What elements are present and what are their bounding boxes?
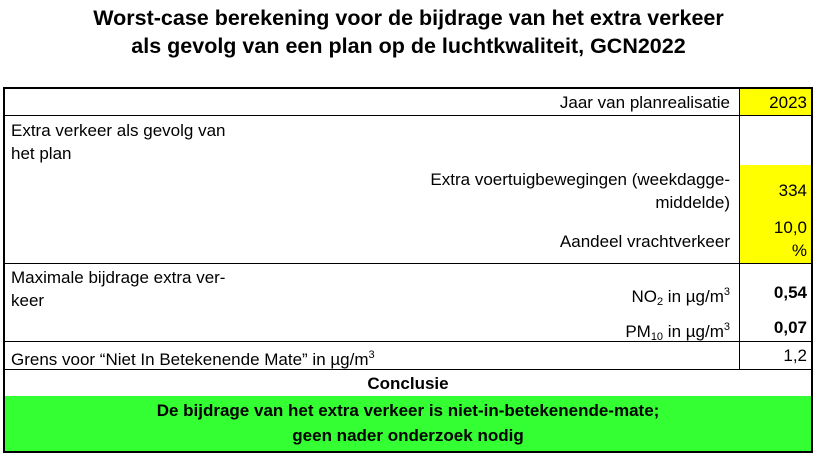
pm10-value: 0,07 bbox=[773, 318, 807, 337]
aandeel-value: 10,0 % bbox=[740, 215, 811, 263]
row-divider-4 bbox=[5, 369, 811, 370]
conclusie-box bbox=[5, 396, 811, 451]
calculation-table bbox=[3, 87, 813, 453]
title-line-2: als gevolg van een plan op de luchtkwaliteit, GCN2022 bbox=[131, 34, 686, 58]
row-divider-2 bbox=[5, 263, 811, 264]
conclusie-line-1: De bijdrage van het extra verkeer is niet-in-betekenende-mate; bbox=[156, 401, 660, 420]
grens-label: Grens voor “Niet In Betekenende Mate” in $\mu g/m^3$ bbox=[11, 349, 375, 369]
max-bijdrage-label: Maximale bijdrage extra ver- keer bbox=[11, 268, 226, 310]
no2-value: 0,54 bbox=[773, 283, 807, 302]
no2-label: $NO_2$ in $\mu g/m^3$ bbox=[631, 286, 730, 308]
row-divider-3 bbox=[5, 341, 811, 342]
title-line-1: Worst-case berekening voor de bijdrage van het extra verkeer bbox=[93, 6, 724, 30]
column-divider bbox=[739, 89, 740, 369]
grens-value: 1,2 bbox=[783, 346, 807, 365]
jaar-label: Jaar van planrealisatie bbox=[559, 93, 730, 112]
conclusie-heading: Conclusie bbox=[367, 374, 449, 393]
pm10-label: $PM_{10}$ in $\mu g/m^3$ bbox=[625, 321, 730, 343]
voertuig-label: Extra voertuigbewegingen (weekdagge- middelde) bbox=[430, 170, 730, 212]
aandeel-label: Aandeel vrachtverkeer bbox=[559, 232, 730, 251]
voertuig-value: 334 bbox=[740, 165, 811, 215]
extra-verkeer-label: Extra verkeer als gevolg van het plan bbox=[11, 121, 226, 163]
jaar-value: 2023 bbox=[740, 89, 811, 115]
page-title bbox=[0, 4, 817, 60]
row-divider-1 bbox=[5, 115, 811, 116]
conclusie-line-2: geen nader onderzoek nodig bbox=[292, 426, 524, 445]
